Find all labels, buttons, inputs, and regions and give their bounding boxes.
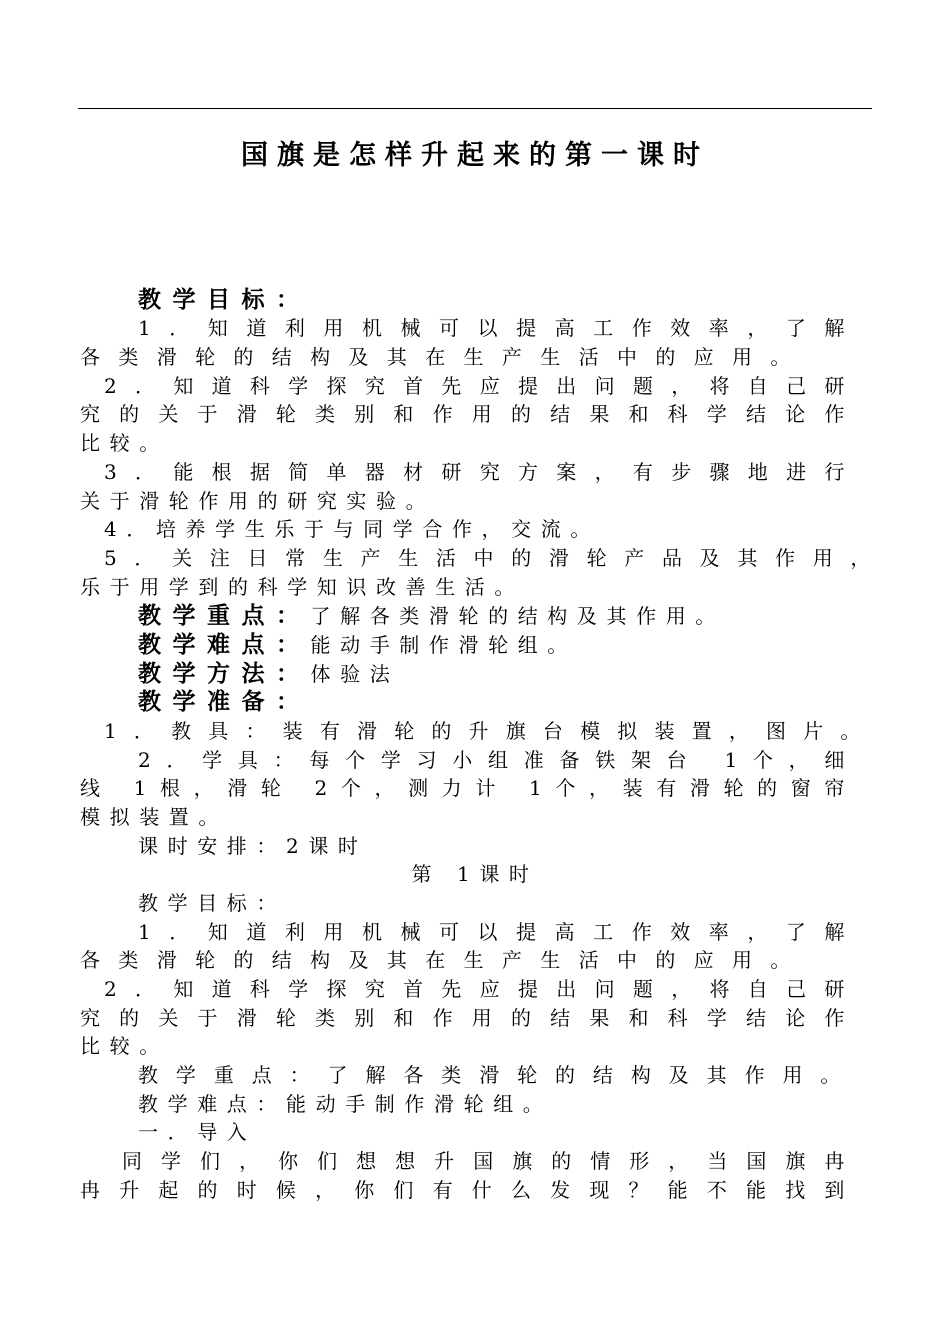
lesson-1-heading: 第 1课时 bbox=[411, 862, 539, 886]
objective-3-line-2: 关于滑轮作用的研究实验。 bbox=[80, 489, 436, 513]
objective-1-line-1: 1．知道利用机械可以提高工作效率，了解 bbox=[138, 316, 854, 340]
objective-4: 4．培养学生乐于与同学合作，交流。 bbox=[104, 517, 600, 541]
key-point-label: 教学重点： bbox=[138, 602, 311, 629]
method-row bbox=[138, 660, 399, 688]
lesson-1-objectives-heading: 教学目标： bbox=[138, 891, 286, 915]
lesson-1-key-point: 教学重点：了解各类滑轮的结构及其作用。 bbox=[138, 1063, 850, 1087]
objective-5-line-2: 乐于用学到的科学知识改善生活。 bbox=[80, 575, 524, 599]
objective-3-line-1: 3．能根据简单器材研究方案，有步骤地进行 bbox=[104, 460, 854, 484]
intro-paragraph-line-2: 冉升起的时候，你们有什么发现？能不能找到 bbox=[80, 1178, 854, 1202]
objective-2-line-2: 究的关于滑轮类别和作用的结果和科学结论作 bbox=[80, 402, 854, 426]
objective-5-line-1: 5．关注日常生产生活中的滑轮产品及其作用， bbox=[104, 546, 880, 570]
lesson-1-difficulty: 教学难点：能动手制作滑轮组。 bbox=[138, 1092, 553, 1116]
objective-1-line-2: 各类滑轮的结构及其在生产生活中的应用。 bbox=[80, 345, 800, 369]
lesson-1-objective-2-line-1: 2．知道科学探究首先应提出问题，将自己研 bbox=[104, 977, 854, 1001]
difficulty-text: 能动手制作滑轮组。 bbox=[310, 633, 577, 657]
intro-paragraph-line-1: 同学们，你们想想升国旗的情形，当国旗冉 bbox=[122, 1149, 854, 1173]
intro-heading: 一．导入 bbox=[138, 1120, 257, 1144]
key-point-text: 了解各类滑轮的结构及其作用。 bbox=[310, 604, 725, 628]
preparation-item-2-line-3: 模拟装置。 bbox=[80, 805, 228, 829]
preparation-item-2-line-2: 线 1根，滑轮 2个，测力计 1个，装有滑轮的窗帘 bbox=[80, 776, 854, 800]
objective-2-line-3: 比较。 bbox=[80, 431, 169, 455]
lesson-1-objective-1-line-2: 各类滑轮的结构及其在生产生活中的应用。 bbox=[80, 948, 800, 972]
page-title: 国旗是怎样升起来的第一课时 bbox=[241, 140, 709, 171]
header-rule bbox=[78, 108, 872, 109]
preparation-heading: 教学准备： bbox=[138, 688, 311, 715]
method-label: 教学方法： bbox=[138, 660, 311, 687]
preparation-item-1: 1．教具：装有滑轮的升旗台模拟装置，图片。 bbox=[104, 719, 870, 743]
objective-2-line-1: 2．知道科学探究首先应提出问题，将自己研 bbox=[104, 374, 854, 398]
lesson-1-objective-2-line-3: 比较。 bbox=[80, 1034, 169, 1058]
key-point-row bbox=[138, 602, 725, 630]
method-text: 体验法 bbox=[310, 662, 400, 686]
difficulty-row bbox=[138, 631, 577, 659]
difficulty-label: 教学难点： bbox=[138, 631, 311, 658]
schedule: 课时安排：2课时 bbox=[138, 834, 368, 858]
lesson-1-objective-1-line-1: 1．知道利用机械可以提高工作效率，了解 bbox=[138, 920, 854, 944]
preparation-item-2-line-1: 2．学具：每个学习小组准备铁架台 1个，细 bbox=[138, 748, 854, 772]
objectives-heading: 教学目标： bbox=[138, 286, 311, 313]
lesson-1-objective-2-line-2: 究的关于滑轮类别和作用的结果和科学结论作 bbox=[80, 1006, 854, 1030]
